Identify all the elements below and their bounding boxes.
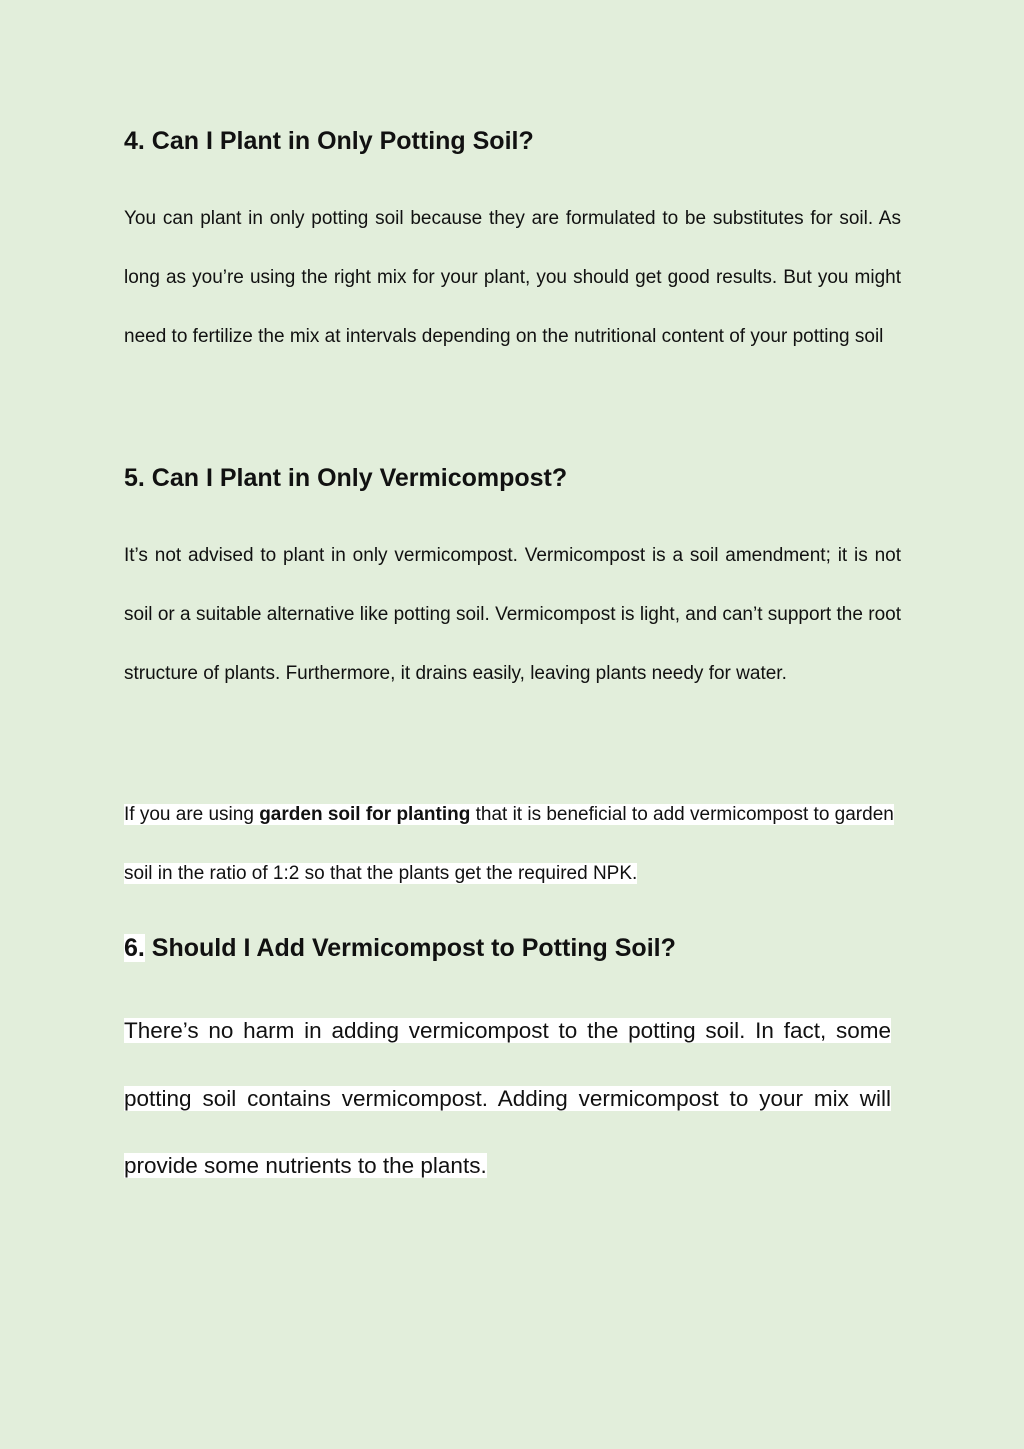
note-bold-text: garden soil for planting xyxy=(259,804,471,825)
heading-only-vermicompost: 5. Can I Plant in Only Vermicompost? xyxy=(124,464,568,492)
paragraph-potting-soil: You can plant in only potting soil because they are formulated to be substitutes for soil. As long as you’re using the right mix for your plant, you should get good results. But you might need to fertilize the mix at intervals depending on the nutritional content of your potting soil xyxy=(124,208,901,347)
paragraph-only-vermicompost: It’s not advised to plant in only vermicompost. Vermicompost is a soil amendment; it is not soil or a suitable alternative like potting soil. Vermicompost is light, and can’t support the root structure of plants. Furthermore, it drains easily, leaving plants needy for water. xyxy=(124,545,901,684)
paragraph-add-vermicompost xyxy=(124,997,891,1200)
paragraph-add-vermicompost-text: There’s no harm in adding vermicompost to the potting soil. In fact, some potting soil contains vermicompost. Adding vermicompost to your mix will provide some nutrients to the plants. xyxy=(124,1018,891,1178)
heading-text: Should I Add Vermicompost to Potting Soil? xyxy=(144,934,676,962)
heading-add-vermicompost xyxy=(124,933,676,963)
note-prefix-text: If you are using xyxy=(124,804,260,825)
heading-potting-soil: 4. Can I Plant in Only Potting Soil? xyxy=(124,127,534,155)
heading-number: 6. xyxy=(124,934,145,962)
note-suffix-text: that it is beneficial to add vermicompost to garden soil in the ratio of 1:2 so that the plants get the required NPK. xyxy=(124,804,894,884)
highlighted-note-paragraph xyxy=(124,785,901,903)
